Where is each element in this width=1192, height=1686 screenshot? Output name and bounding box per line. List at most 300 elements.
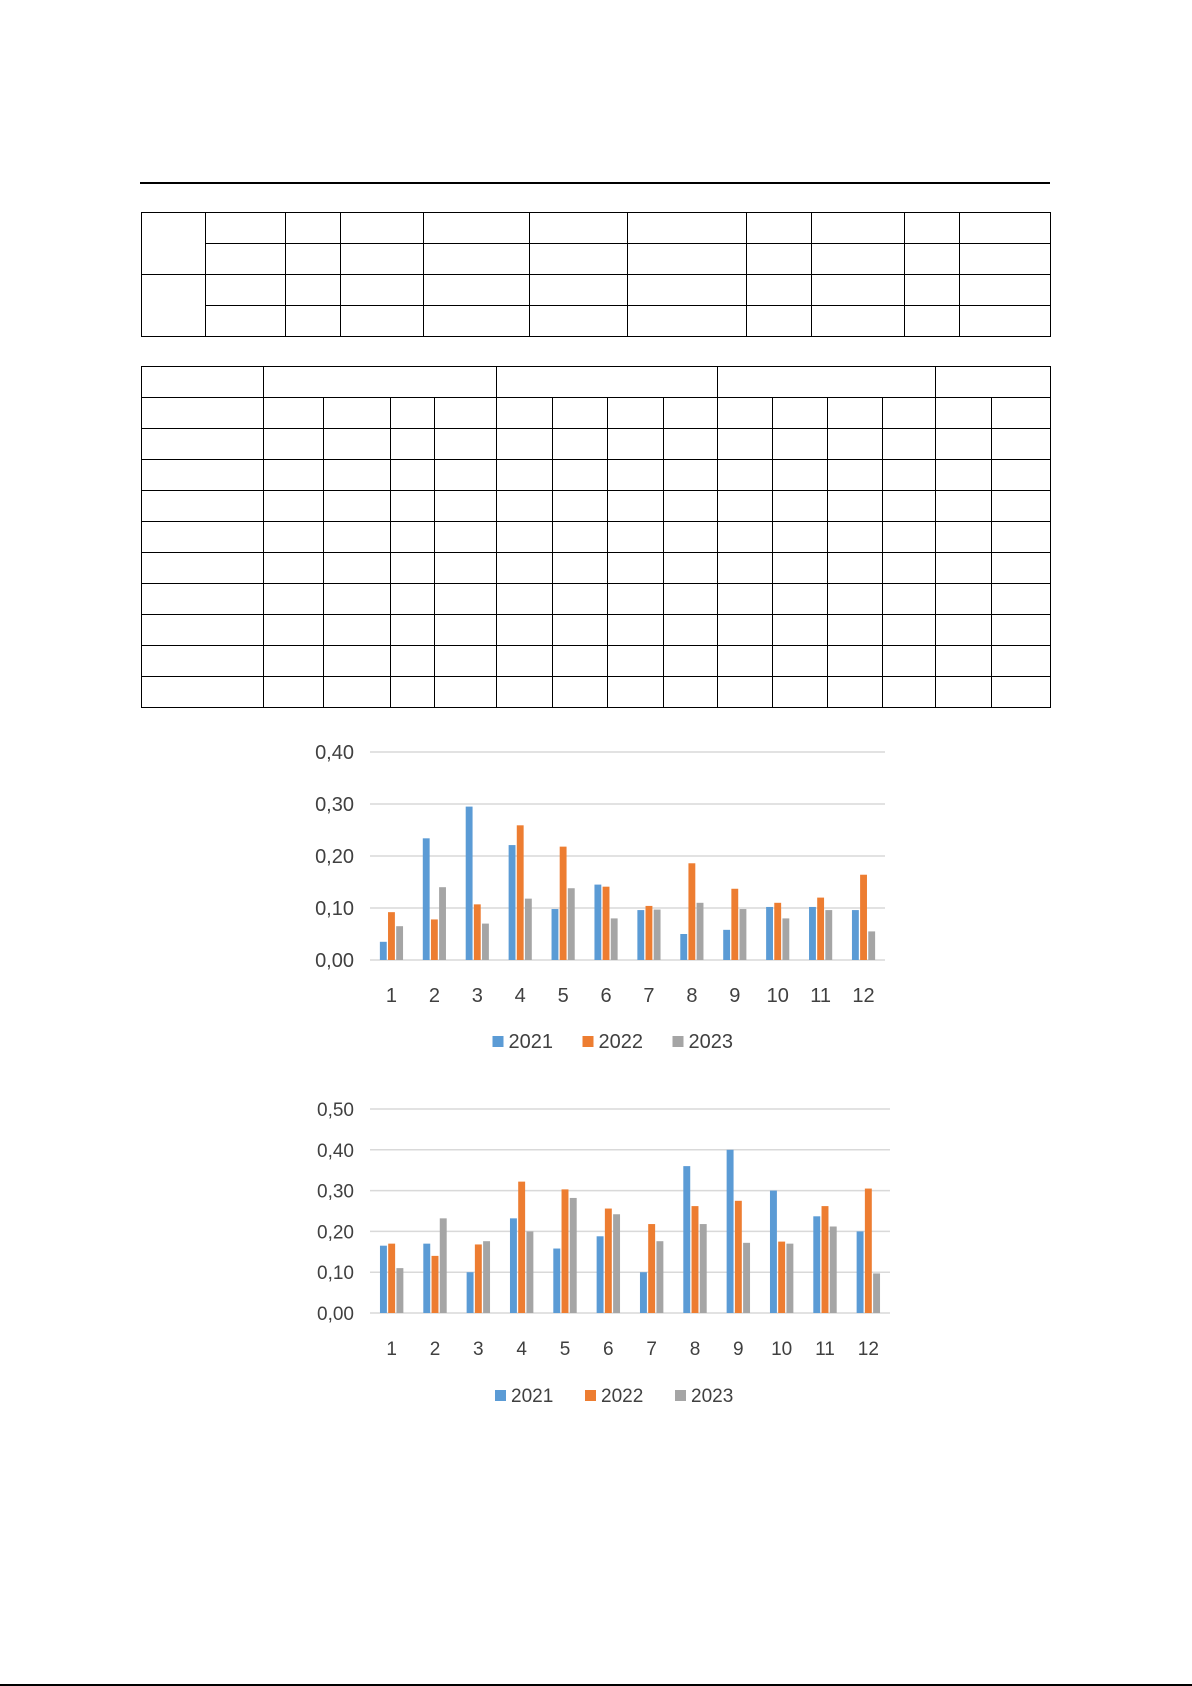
table-cell [992,584,1051,615]
table-cell [936,491,992,522]
table-cell [391,677,435,708]
chart-2-svg [285,1085,925,1420]
table-cell [664,615,718,646]
table-cell [664,677,718,708]
table-cell [664,584,718,615]
bar [439,887,446,960]
table-cell [628,275,747,306]
table-cell [142,429,264,460]
table-cell [142,646,264,677]
bar [396,1268,403,1313]
table-cell [324,553,391,584]
chart-1-svg [285,730,925,1070]
table-cell [883,491,936,522]
table-cell [960,306,1051,337]
table-cell [553,584,608,615]
table-cell [883,398,936,429]
table-cell [608,646,664,677]
table-cell [664,429,718,460]
bar [570,1198,577,1313]
x-tick-label: 7 [643,985,655,1007]
x-tick-label: 7 [646,1339,657,1360]
table-cell [664,398,718,429]
bar [683,1166,690,1313]
table-row [142,491,1051,522]
lower-table [141,366,1051,708]
table-cell [324,646,391,677]
table-cell [773,615,828,646]
table-cell [341,244,424,275]
table-cell [530,306,628,337]
table-cell [773,429,828,460]
table-cell [553,677,608,708]
bar [466,807,473,960]
table-cell [424,244,530,275]
table-cell [530,244,628,275]
table-cell [142,367,264,398]
table-cell [773,646,828,677]
table-cell [142,584,264,615]
table-cell [718,398,773,429]
table-cell [747,275,812,306]
table-cell [773,491,828,522]
x-tick-label: 11 [815,1339,835,1360]
table-cell [341,275,424,306]
table-cell [936,553,992,584]
table-cell [497,522,553,553]
table-row [142,677,1051,708]
table-cell [424,306,530,337]
table-row [142,584,1051,615]
table-cell [324,677,391,708]
table-row [142,429,1051,460]
bar [654,910,661,960]
table-cell [608,553,664,584]
bar [553,1249,560,1313]
table-cell [264,584,324,615]
bar [813,1216,820,1313]
table-cell [936,522,992,553]
table-cell [883,522,936,553]
table-cell [435,646,497,677]
bar [740,909,747,960]
y-tick-label: 0,30 [315,794,354,816]
table-row [142,244,1051,275]
table-cell [206,244,286,275]
bar [697,903,704,960]
bar [778,1242,785,1313]
table-cell [828,460,883,491]
table-cell [992,460,1051,491]
table-cell [905,244,960,275]
table-cell [553,553,608,584]
table-cell [286,213,341,244]
bar [656,1241,663,1313]
table-cell [773,522,828,553]
table-cell [391,491,435,522]
table-cell [435,429,497,460]
table-cell [391,615,435,646]
bar [432,1256,439,1313]
table-cell [324,615,391,646]
table-cell [142,615,264,646]
upper-table [141,212,1051,337]
legend-swatch [675,1390,686,1401]
table-cell [435,584,497,615]
table-cell [718,522,773,553]
bar [852,910,859,960]
table-cell [992,491,1051,522]
table-cell [905,213,960,244]
table-cell [936,367,1051,398]
table-cell [628,244,747,275]
table-cell [553,646,608,677]
bar [603,887,610,960]
table-cell [936,398,992,429]
bar [727,1150,734,1313]
table-cell [497,646,553,677]
table-cell [286,275,341,306]
table-cell [264,553,324,584]
table-cell [341,306,424,337]
table-cell [828,615,883,646]
table-cell [142,275,206,337]
x-tick-label: 9 [733,1339,744,1360]
table-cell [142,553,264,584]
table-row [142,460,1051,491]
table-cell [142,522,264,553]
bar [637,910,644,960]
table-cell [324,429,391,460]
bar [648,1224,655,1313]
table-cell [905,275,960,306]
table-cell [883,460,936,491]
y-tick-label: 0,40 [317,1140,354,1162]
table-cell [142,398,264,429]
x-tick-label: 2 [429,1339,441,1360]
bar-chart-2 [285,1085,925,1420]
table-cell [553,460,608,491]
table-cell [936,646,992,677]
legend-label: 2021 [511,1386,554,1407]
y-tick-label: 0,40 [315,742,354,764]
bar [474,904,481,960]
table-cell [608,429,664,460]
table-cell [828,522,883,553]
table-cell [883,615,936,646]
table-cell [391,646,435,677]
table-cell [324,460,391,491]
bar [510,1218,517,1313]
table-cell [883,553,936,584]
table-cell [553,429,608,460]
table-cell [264,398,324,429]
legend-swatch [495,1390,506,1401]
table-cell [264,491,324,522]
table-cell [828,429,883,460]
legend-label: 2022 [598,1031,643,1053]
table-cell [664,491,718,522]
y-tick-label: 0,10 [315,898,354,920]
x-tick-label: 10 [771,1339,793,1360]
table-cell [773,677,828,708]
bar [868,931,875,960]
table-cell [747,244,812,275]
bar [560,847,567,960]
table-cell [530,275,628,306]
x-tick-label: 12 [852,985,875,1007]
bar [518,1182,525,1313]
table-cell [960,275,1051,306]
bar [786,1244,793,1313]
table-cell [960,213,1051,244]
table-cell [391,429,435,460]
table-row [142,553,1051,584]
table-cell [747,213,812,244]
table-cell [883,429,936,460]
table-row [142,306,1051,337]
table-cell [553,522,608,553]
table-cell [608,522,664,553]
table-cell [608,491,664,522]
legend-label: 2023 [688,1031,733,1053]
bar-chart-1 [285,730,925,1070]
table-cell [828,398,883,429]
table-cell [497,429,553,460]
x-tick-label: 5 [557,985,569,1007]
bar [423,838,430,960]
x-tick-label: 6 [603,1339,614,1360]
table-cell [264,615,324,646]
table-cell [828,584,883,615]
y-tick-label: 0,30 [317,1181,354,1203]
x-tick-label: 10 [766,985,789,1007]
bar [396,926,403,960]
x-tick-label: 1 [385,985,398,1007]
table-cell [497,584,553,615]
bar [431,919,438,960]
x-tick-label: 6 [600,985,612,1007]
table-cell [812,306,905,337]
legend-swatch [585,1390,596,1401]
table-cell [718,367,936,398]
bar [423,1244,430,1313]
bar [640,1272,647,1313]
table-cell [497,460,553,491]
bar [440,1218,447,1313]
table-cell [773,398,828,429]
table-cell [718,491,773,522]
bar [825,910,832,960]
table-cell [497,615,553,646]
table-row [142,213,1051,244]
table-cell [391,460,435,491]
table-cell [936,677,992,708]
bar [525,899,532,960]
table-cell [341,213,424,244]
bar [380,942,387,960]
table-cell [992,522,1051,553]
bar [822,1206,829,1313]
bar [774,903,781,960]
table-cell [936,460,992,491]
bar [688,863,695,960]
table-cell [142,213,206,275]
bar [857,1231,864,1313]
table-cell [497,491,553,522]
table-cell [992,553,1051,584]
table-cell [992,398,1051,429]
table-cell [828,646,883,677]
x-tick-label: 3 [473,1339,484,1360]
bar [830,1227,837,1313]
x-tick-label: 2 [428,985,440,1007]
table-cell [936,429,992,460]
table-cell [936,615,992,646]
x-tick-label: 8 [689,1339,701,1360]
bar [568,888,575,960]
x-tick-label: 9 [729,985,741,1007]
table-cell [553,491,608,522]
table-cell [812,244,905,275]
bar [482,924,489,960]
table-cell [718,646,773,677]
x-tick-label: 4 [514,985,526,1007]
bar [766,907,773,960]
table-cell [553,615,608,646]
table-cell [773,584,828,615]
table-row [142,275,1051,306]
table-cell [553,398,608,429]
y-tick-label: 0,10 [317,1263,354,1285]
table-cell [142,491,264,522]
x-tick-label: 3 [471,985,483,1007]
table-cell [608,615,664,646]
table-cell [206,213,286,244]
legend-label: 2022 [601,1386,644,1407]
bar [483,1241,490,1313]
table-cell [664,460,718,491]
legend-label: 2023 [691,1386,734,1407]
table-cell [264,367,497,398]
bar [605,1209,612,1313]
table-row [142,398,1051,429]
bar [467,1272,474,1313]
table-row [142,522,1051,553]
table-cell [530,213,628,244]
table-cell [424,275,530,306]
table-cell [497,553,553,584]
table-cell [264,429,324,460]
legend-swatch [493,1036,504,1047]
table-cell [718,553,773,584]
bar [613,1214,620,1313]
table-row [142,615,1051,646]
table-cell [391,398,435,429]
x-tick-label: 8 [686,985,698,1007]
legend-swatch [583,1036,594,1047]
table-cell [828,491,883,522]
table-cell [718,677,773,708]
y-tick-label: 0,00 [317,1304,354,1325]
table-cell [497,677,553,708]
table-cell [608,460,664,491]
table-cell [391,584,435,615]
table-cell [206,275,286,306]
table-cell [608,584,664,615]
y-tick-label: 0,20 [315,846,354,868]
table-cell [664,553,718,584]
table-cell [286,306,341,337]
table-cell [812,213,905,244]
x-tick-label: 4 [516,1339,527,1360]
bar [388,912,395,960]
bar [646,906,653,960]
table-cell [628,213,747,244]
bar [860,875,867,960]
bar [809,907,816,960]
table-cell [324,584,391,615]
table-cell [883,646,936,677]
y-tick-label: 0,00 [315,950,354,972]
bar [611,918,618,960]
table-cell [992,646,1051,677]
table-cell [424,213,530,244]
bar [700,1224,707,1313]
table-cell [435,677,497,708]
table-cell [992,615,1051,646]
table-header-row [142,367,1051,398]
y-tick-label: 0,50 [317,1100,354,1121]
table-cell [718,460,773,491]
x-tick-label: 1 [386,1339,397,1360]
bar [782,918,789,960]
x-tick-label: 11 [810,985,832,1007]
table-cell [324,398,391,429]
header-rule [140,182,1050,184]
table-cell [718,615,773,646]
table-cell [206,306,286,337]
table-cell [264,460,324,491]
legend-label: 2021 [508,1031,553,1053]
table-cell [936,584,992,615]
table-cell [435,615,497,646]
table-cell [828,553,883,584]
bar [597,1236,604,1313]
table-cell [664,646,718,677]
bar [735,1201,742,1313]
table-cell [718,584,773,615]
table-cell [497,398,553,429]
table-cell [812,275,905,306]
bar [380,1246,387,1313]
table-cell [435,398,497,429]
table-cell [883,677,936,708]
table-cell [960,244,1051,275]
table-cell [264,522,324,553]
bar [517,825,524,960]
table-cell [608,398,664,429]
table-cell [264,677,324,708]
bar [692,1206,699,1313]
x-tick-label: 12 [857,1339,879,1360]
table-cell [264,646,324,677]
bar [475,1244,482,1313]
bar [743,1243,750,1313]
table-cell [435,491,497,522]
bar [723,930,730,960]
table-cell [286,244,341,275]
